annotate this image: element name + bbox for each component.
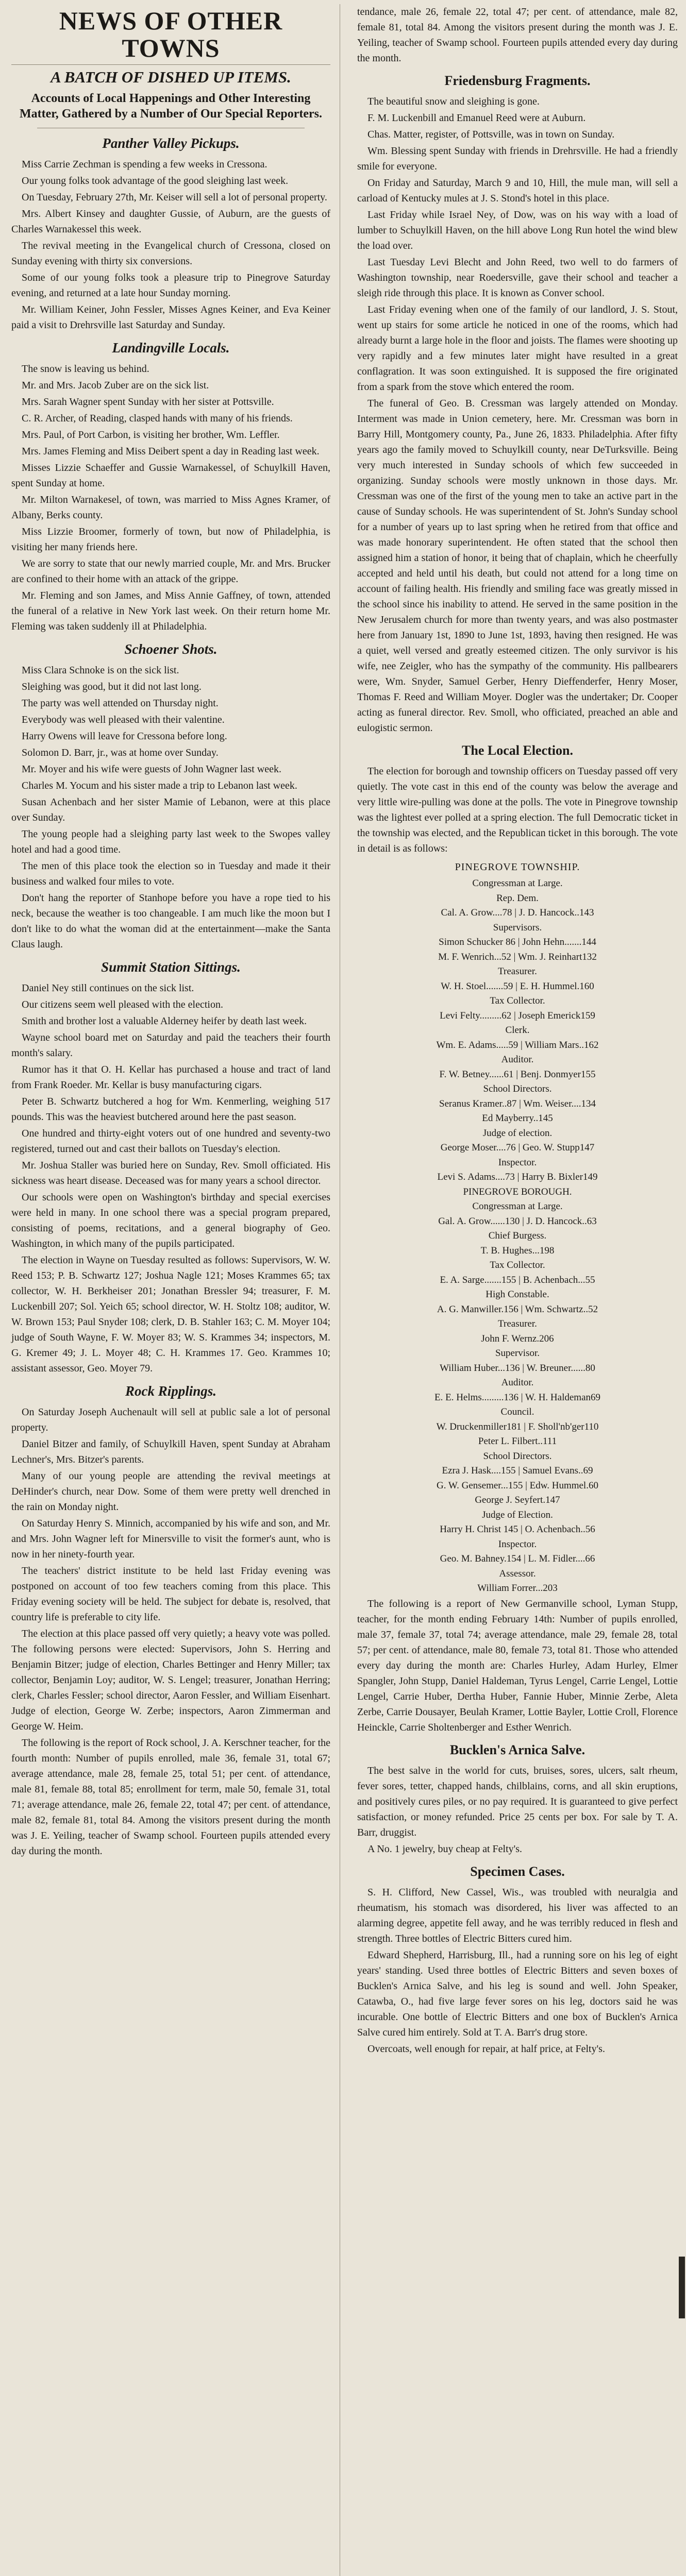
article-paragraph: Our young folks took advantage of the good sleighing last week.	[22, 175, 289, 187]
article-paragraph: Chas. Matter, register, of Pottsville, was in town on Sunday.	[367, 129, 615, 140]
election-office-label: Treasurer.	[498, 1318, 537, 1329]
article-paragraph: The beautiful snow and sleighing is gone.	[367, 96, 540, 107]
article-paragraph: The men of this place took the election so in Tuesday and made it their business and walked four miles to vote.	[11, 860, 330, 887]
left-sections	[11, 135, 330, 1859]
article-paragraph: Overcoats, well enough for repair, at half price, at Felty's.	[367, 2043, 605, 2055]
article-paragraph: Mr. William Keiner, John Fessler, Misses Agnes Keiner, and Eva Keiner paid a visit to Drehrsville last Saturday and Sunday.	[11, 304, 330, 331]
election-result-row: Ezra J. Hask....155 | Samuel Evans..69	[442, 1465, 593, 1476]
election-result-row: W. H. Stoel.......59 | E. H. Hummel.160	[441, 980, 594, 992]
article-paragraph: A No. 1 jewelry, buy cheap at Felty's.	[367, 1843, 523, 1855]
section-title: Specimen Cases.	[470, 1863, 565, 1879]
election-office-label: George J. Seyfert.147	[475, 1495, 560, 1505]
election-result-row: Levi S. Adams....73 | Harry B. Bixler149	[437, 1172, 598, 1182]
congressman-heading: Congressman at Large.	[472, 878, 563, 889]
election-office-label: Judge of election.	[482, 1127, 553, 1139]
election-office-label: Inspector.	[498, 1538, 537, 1550]
election-office-label: Supervisor.	[495, 1348, 540, 1359]
article-paragraph: One hundred and thirty-eight voters out of one hundred and seventy-two registered, turned out and cast their ballots on Tuesday's election.	[11, 1128, 330, 1155]
article-paragraph: Everybody was well pleased with their valentine.	[22, 714, 225, 725]
election-result-row: W. Druckenmiller181 | F. Sholl'nb'ger110	[436, 1421, 599, 1432]
election-office-label: Tax Collector.	[490, 1260, 545, 1270]
election-office-label: High Constable.	[486, 1289, 549, 1300]
article-paragraph: The following is a report of New Germanville school, Lyman Stupp, teacher, for the month ending February 14th: Number of pupils enrolled, male 37, female 37, total 74; average attendance, male 29, female 28, total 57; per cent. of attendance, male 80, female 73, total 81. Those who attended every day during the month are: Charles Hurley, Adam Hurley, Elmer Spangler, John Stupp, Daniel Haldeman, Tyrus Lengel, Carrie Lengel, Lottie Lengel, Carrie Huber, Dertha Huber, Fannie Huber, Minnie Zerbe, Aleta Zerbe, Carrie Dousayer, Beulah Kramer, Lottie Bayler, Lottie Croll, Florence Heinckle, Carrie Sholtenberger and Esther Wenrich.	[357, 1598, 678, 1733]
election-results	[357, 906, 678, 1596]
article-paragraph: C. R. Archer, of Reading, clasped hands with many of his friends.	[22, 413, 293, 424]
article-paragraph: F. M. Luckenbill and Emanuel Reed were at Auburn.	[367, 112, 586, 124]
article-paragraph: Sleighing was good, but it did not last long.	[22, 681, 202, 692]
election-paragraphs	[357, 764, 678, 856]
article-paragraph: Miss Carrie Zechman is spending a few weeks in Cressona.	[22, 159, 267, 170]
election-office-label: Tax Collector.	[490, 995, 545, 1006]
article-paragraph: Our schools were open on Washington's birthday and special exercises were held in many. In one school there was a special program prepared, consisting of poems, recitations, and a general biography of Geo. Washington, in which many of the pupils participated.	[11, 1192, 330, 1249]
article-paragraph: Wayne school board met on Saturday and paid the teachers their fourth month's salary.	[11, 1032, 330, 1059]
election-office-label: Clerk.	[505, 1025, 530, 1036]
election-section	[357, 743, 678, 1596]
section-title: Bucklen's Arnica Salve.	[449, 1742, 585, 1757]
article-paragraph: Harry Owens will leave for Cressona before long.	[22, 731, 227, 742]
right-sections	[357, 4, 678, 736]
article-paragraph: Don't hang the reporter of Stanhope before you have a rope tied to his neck, because the weather is too changeable. I am much like the moon but I don't like to do what the woman did at the entertainment—make the Santa Claus laugh.	[11, 892, 330, 950]
article-paragraph: The revival meeting in the Evangelical church of Cressona, closed on Sunday evening with thirty six conversions.	[11, 240, 330, 267]
election-office-label: Congressman at Large.	[472, 1201, 563, 1212]
article-paragraph: The election in Wayne on Tuesday resulted as follows: Supervisors, W. W. Reed 153; P. B. Schwartz 127; Joshua Nagle 121; Moses Krammes 65; tax collector, W. H. Berkheiser 201; Jonathan Bressler 94; treasurer, F. M. Luckenbill 207; Sol. Yeich 65; school director, W. H. Stoltz 108; auditor, W. W. Brown 153; Paul Snyder 108; clerk, D. B. Stahler 163; C. M. Moyer 104; judge of South Wayne, F. W. Moyer 83; W. S. Krammes 34; inspectors, M. G. Kremer 49; J. L. Moyer 48; C. H. Krammes 17. Geo. Krammes 10; assistant assessor, Geo. Moyer 79.	[11, 1255, 330, 1374]
election-result-row: Simon Schucker 86 | John Hehn.......144	[439, 937, 596, 947]
section-title: Landingville Locals.	[112, 340, 230, 355]
election-office-label: Inspector.	[498, 1157, 537, 1168]
election-office-label: Treasurer.	[498, 966, 537, 977]
article-paragraph: The election for borough and township officers on Tuesday passed off very quietly. The vote cast in this end of the county was below the average and very little wire-pulling was done at the polls. The vote in Pinegrove township was the lightest ever polled at a spring election. The full Democratic ticket in the township was elected, and the Republican ticket in this borough. The vote in detail is as follows:	[357, 766, 678, 854]
election-result-row: Cal. A. Grow....78 | J. D. Hancock..143	[441, 907, 594, 918]
article-paragraph: Daniel Bitzer and family, of Schuylkill Haven, spent Sunday at Abraham Lechner's, Mrs. Bitzer's parents.	[11, 1438, 330, 1465]
article-paragraph: The snow is leaving us behind.	[22, 363, 149, 375]
article-paragraph: Mr. Milton Warnakesel, of town, was married to Miss Agnes Kramer, of Albany, Berks county.	[11, 494, 330, 521]
article-paragraph: S. H. Clifford, New Cassel, Wis., was troubled with neuralgia and rheumatism, his stomach was disordered, his liver was affected to an alarming degree, appetite fell away, and he was terribly reduced in flesh and strength. Three bottles of Electric Bitters cured him.	[357, 1886, 678, 1944]
article-paragraph: Rumor has it that O. H. Kellar has purchased a house and tract of land from Frank Roeder. Mr. Kellar is busy manufacturing cigars.	[11, 1064, 330, 1091]
section-title: Schoener Shots.	[124, 641, 217, 657]
election-office-label: Auditor.	[501, 1377, 534, 1388]
election-office-label: PINEGROVE BOROUGH.	[463, 1186, 572, 1197]
page-subtitle: A BATCH OF DISHED UP ITEMS.	[11, 64, 330, 87]
article-paragraph: The following is the report of Rock school, J. A. Kerschner teacher, for the fourth month: Number of pupils enrolled, male 36, female 31, total 67; average attendance, male 28, female 25, total 51; per cent. of attendance, male 81, female 88, total 85; enrollment for term, male 50, female 31, total 71; average attendance, male 26, female 22, total 47; per cent. of attendance, male 82, female 81, total 84. Among the visitors present during the month was J. E. Yeiling, teacher of Swamp school. Fourteen pupils attended every day during the month.	[11, 1737, 330, 1857]
section-title: Summit Station Sittings.	[101, 959, 241, 975]
article-paragraph: Last Friday while Israel Ney, of Dow, was on his way with a load of lumber to Schuylkill Haven, on the hill above Long Run hotel the wind blew the load over.	[357, 209, 678, 251]
article-paragraph: On Tuesday, February 27th, Mr. Keiser will sell a lot of personal property.	[22, 192, 327, 203]
article-paragraph: Mr. Joshua Staller was buried here on Sunday, Rev. Smoll officiated. His sickness was heart disease. Deceased was for many years a school director.	[11, 1160, 330, 1187]
election-office-label: Chief Burgess.	[488, 1230, 547, 1241]
election-result-row: Ed Mayberry..145	[482, 1113, 553, 1124]
article-paragraph: Mr. and Mrs. Jacob Zuber are on the sick list.	[22, 380, 209, 391]
article-paragraph: Miss Lizzie Broomer, formerly of town, but now of Philadelphia, is visiting her many friends here.	[11, 526, 330, 553]
article-paragraph: Last Friday evening when one of the family of our landlord, J. S. Stout, went up stairs for some article he noticed in one of the rooms, which had already burnt a large hole in the floor and joists. The flames were shooting up very rapidly and a few minutes later might have resulted in a great conflagration. It was soon extinguished. It is supposed the fire originated from a spark from the stove which entered the room.	[357, 304, 678, 393]
party-row: Rep. Dem.	[496, 892, 539, 904]
election-office-label: School Directors.	[483, 1083, 552, 1094]
left-column	[0, 4, 340, 2576]
article-paragraph: tendance, male 26, female 22, total 47; per cent. of attendance, male 82, female 81, total 84. Among the visitors present during the month was J. E. Yeiling, teacher of Swamp school. Fourteen pupils attended every day during the month.	[357, 6, 678, 64]
election-office-label: School Directors.	[483, 1450, 552, 1462]
election-result-row: Harry H. Christ 145 | O. Achenbach..56	[440, 1524, 595, 1535]
article-paragraph: Miss Clara Schnoke is on the sick list.	[22, 665, 179, 676]
election-result-row: Gal. A. Grow......130 | J. D. Hancock..63	[438, 1215, 597, 1227]
election-result-row: Peter L. Filbert..111	[478, 1436, 557, 1447]
article-paragraph: Susan Achenbach and her sister Mamie of Lebanon, were at this place over Sunday.	[11, 796, 330, 823]
article-paragraph: The best salve in the world for cuts, bruises, sores, ulcers, salt rheum, fever sores, tetter, chapped hands, chilblains, corns, and all skin eruptions, and positively cures piles, or no pay required. It is guaranteed to give perfect satisfaction, or money refunded. Price 25 cents per box. For sale by T. A. Barr, druggist.	[357, 1765, 678, 1838]
election-office-label: Assessor.	[499, 1568, 536, 1579]
election-result-row: F. W. Betney......61 | Benj. Donmyer155	[439, 1069, 596, 1080]
election-heading: The Local Election.	[462, 743, 573, 758]
election-office-label: John F. Wernz.206	[481, 1333, 554, 1344]
election-result-row: E. E. Helms.........136 | W. H. Haldeman69	[434, 1392, 601, 1403]
article-paragraph: Our citizens seem well pleased with the election.	[22, 999, 223, 1010]
article-paragraph: Peter B. Schwartz butchered a hog for Wm. Kenmerling, weighing 517 pounds. This was the heaviest butchered around here the past season.	[11, 1096, 330, 1123]
election-result-row: Levi Felty.........62 | Joseph Emerick159	[440, 1010, 595, 1021]
article-paragraph: Some of our young folks took a pleasure trip to Pinegrove Saturday evening, and returned at a late hour Sunday morning.	[11, 272, 330, 299]
election-result-row: A. G. Manwiller.156 | Wm. Schwartz..52	[437, 1303, 598, 1315]
article-paragraph: Mrs. Paul, of Port Carbon, is visiting her brother, Wm. Leffler.	[22, 429, 280, 440]
election-office-label: Supervisors.	[493, 922, 542, 933]
article-paragraph: Daniel Ney still continues on the sick list.	[22, 982, 194, 994]
article-paragraph: Misses Lizzie Schaeffer and Gussie Warnakessel, of Schuylkill Haven, spent Sunday at home.	[11, 462, 330, 489]
article-paragraph: The young people had a sleighing party last week to the Swopes valley hotel and had a good time.	[11, 828, 330, 855]
election-result-row: Geo. M. Bahney.154 | L. M. Fidler....66	[440, 1553, 595, 1564]
article-paragraph: The teachers' district institute to be held last Friday evening was postponed on account of too few teachers coming from this place. This Friday evening society will be held. The subject for debate is, resolved, that country life is preferable to city life.	[11, 1565, 330, 1623]
article-paragraph: The funeral of Geo. B. Cressman was largely attended on Monday. Interment was made in Union cemetery, here. Mr. Cressman was born in Barry Hill, Montgomery county, Pa., June 26, 1833. Philadelphia. After fifty years ago the family moved to Schuylkill county, near DeTurksville. Being very much interested in Sunday schools of which few succeeded in organizing. Sunday schools were mostly unknown in those days. Mr. Cressman was one of the first of the young men to take an active part in the cause of Sunday schools. He was superintendent of St. John's Sunday school for a number of years up to last spring when he retired from that office and was made honorary superintendent. He often stated that the school then assigned him a station of honor, it being that of chaplain, which he cheerfully accepted and held until his death, but could not attend for a long time on account of failing health. His friendly and smiling face was greatly missed in the school since his inability to attend. He served in the same position in the New Jerusalem church for more than twenty years, and was also postmaster here from January 1st, 1890 to June 1st, 1893, having then resigned. He was a quiet, well versed and greatly esteemed citizen. The only survivor is his wife, nee Zeigler, who has the sympathy of the community. His pallbearers were, Wm. Snyder, Samuel Gerber, Henry Dieffenderfer, Henry Moser, Thomas F. Reed and William Moyer. Dogler was the undertaker; Dr. Cooper acting as funeral director. Rev. Smoll, who officiated, preached an able and eulogistic sermon.	[357, 398, 678, 734]
article-paragraph: Mrs. Sarah Wagner spent Sunday with her sister at Pottsville.	[22, 396, 274, 408]
article-paragraph: On Saturday Joseph Auchenault will sell at public sale a lot of personal property.	[11, 1406, 330, 1433]
article-paragraph: We are sorry to state that our newly married couple, Mr. and Mrs. Brucker are confined to their home with an attack of the grippe.	[11, 558, 330, 585]
election-result-row: E. A. Sarge.......155 | B. Achenbach...55	[440, 1274, 595, 1285]
election-result-row: G. W. Gensemer...155 | Edw. Hummel.60	[437, 1480, 598, 1491]
election-result-row: Seranus Kramer..87 | Wm. Weiser....134	[439, 1098, 596, 1109]
article-paragraph: On Saturday Henry S. Minnich, accompanied by his wife and son, and Mr. and Mrs. John Wagner left for Minersville to visit the former's aunt, who is now in her ninety-fourth year.	[11, 1518, 330, 1560]
article-paragraph: Charles M. Yocum and his sister made a trip to Lebanon last week.	[22, 780, 297, 791]
right-tail-sections	[357, 1596, 678, 2057]
article-paragraph: Wm. Blessing spent Sunday with friends in Drehrsville. He had a friendly smile for everyone.	[357, 145, 678, 172]
article-paragraph: The election at this place passed off very quietly; a heavy vote was polled. The following persons were elected: Supervisors, John S. Herring and Benjamin Bitzer; judge of election, Charles Bettinger and Henry Miller; tax collector, Benjamin Loy; auditor, W. S. Lengel; treasurer, Jonathan Herring; clerk, Charles Fessler; school director, Aaron Fessler, and William Eisenhart. Judge of election, George W. Zerbe; inspectors, Aaron Zimmerman and George W. Heim.	[11, 1628, 330, 1732]
page-deck: Accounts of Local Happenings and Other Interesting Matter, Gathered by a Number of Our Special Reporters.	[19, 92, 323, 121]
article-paragraph: Edward Shepherd, Harrisburg, Ill., had a running sore on his leg of eight years' standing. Used three bottles of Electric Bitters and seven boxes of Bucklen's Arnica Salve, and his leg is sound and well. John Speaker, Catawba, O., had five large fever sores on his leg, doctors said he was incurable. One bottle of Electric Bitters and one box of Bucklen's Arnica Salve cured him entirely. Sold at T. A. Barr's drug store.	[357, 1949, 678, 2038]
article-paragraph: Solomon D. Barr, jr., was at home over Sunday.	[22, 747, 219, 758]
article-paragraph: Mrs. James Fleming and Miss Deibert spent a day in Reading last week.	[22, 446, 320, 457]
election-office-label: Auditor.	[501, 1054, 534, 1065]
article-paragraph: On Friday and Saturday, March 9 and 10, Hill, the mule man, will sell a carload of Kentucky mules at J. S. Stond's hotel in this place.	[357, 177, 678, 204]
article-paragraph: Many of our young people are attending the revival meetings at DeHinder's church, near Dow. Some of them were pretty well drenched in the rain on Monday night.	[11, 1470, 330, 1513]
article-paragraph: Mr. Fleming and son James, and Miss Annie Gaffney, of town, attended the funeral of a relative in New York last week. On their return home Mr. Fleming was taken suddenly ill at Philadelphia.	[11, 590, 330, 632]
article-paragraph: Last Tuesday Levi Blecht and John Reed, two well to do farmers of Washington township, near Roedersville, gave their school and teacher a sleigh ride through this place. It is known as Conver school.	[357, 257, 678, 299]
election-result-row: George Moser....76 | Geo. W. Stupp147	[440, 1142, 595, 1153]
election-result-row: M. F. Wenrich...52 | Wm. J. Reinhart132	[438, 951, 597, 962]
article-paragraph: Smith and brother lost a valuable Alderney heifer by death last week.	[22, 1015, 307, 1027]
article-paragraph: The party was well attended on Thursday night.	[22, 698, 219, 709]
township-heading: PINEGROVE TOWNSHIP.	[455, 861, 580, 873]
election-office-label: Judge of Election.	[482, 1509, 553, 1520]
right-column	[351, 4, 686, 2576]
election-result-row: Wm. E. Adams.....59 | William Mars..162	[436, 1039, 599, 1050]
page-title: NEWS OF OTHER TOWNS	[59, 6, 283, 62]
election-result-row: William Huber...136 | W. Breuner......80	[440, 1362, 595, 1374]
election-office-label: Council.	[500, 1406, 534, 1417]
section-title: Panther Valley Pickups.	[102, 135, 240, 151]
page-edge-mark	[679, 2257, 685, 2318]
election-result-row: William Forrer...203	[477, 1583, 558, 1594]
section-title: Friedensburg Fragments.	[444, 73, 591, 88]
article-paragraph: Mrs. Albert Kinsey and daughter Gussie, of Auburn, are the guests of Charles Warnakessel this week.	[11, 208, 330, 235]
section-title: Rock Ripplings.	[125, 1383, 217, 1399]
article-paragraph: Mr. Moyer and his wife were guests of John Wagner last week.	[22, 764, 282, 775]
election-result-row: T. B. Hughes...198	[480, 1245, 555, 1256]
